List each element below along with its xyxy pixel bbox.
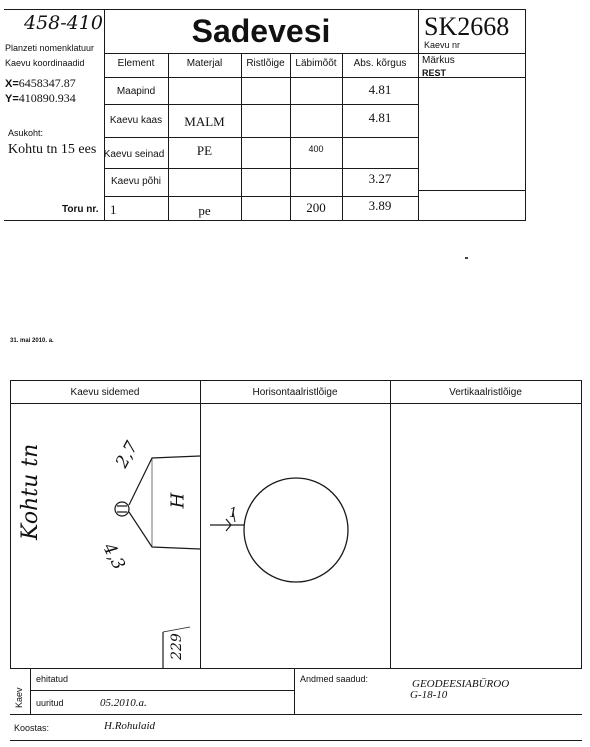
built-label: ehitatud — [36, 674, 69, 684]
row-elevation: 4.81 — [368, 110, 392, 125]
address-label: Asukoht: — [8, 128, 44, 138]
row-diameter: 400 — [308, 144, 324, 154]
section-label: Kaev — [14, 687, 24, 708]
column-header-connections: Kaevu sidemed — [70, 387, 140, 398]
well-id: SK2668 — [424, 12, 510, 41]
row-elevation: 3.27 — [368, 171, 392, 186]
house-number: 229 — [169, 633, 185, 660]
col-cross-section-header: Ristlõige — [246, 58, 285, 69]
row-element: Kaevu kaas — [109, 115, 163, 126]
data-from-label: Andmed saadud: — [300, 674, 369, 684]
row-material: PE — [196, 143, 213, 158]
pipe-number: 1 — [110, 202, 117, 217]
surveyed-label: uuritud — [36, 698, 64, 708]
row-material: MALM — [184, 114, 225, 129]
col-diameter-header: Läbimõõt — [295, 58, 337, 69]
row-element: Maapind — [116, 86, 156, 97]
compiled-value: H.Rohulaid — [104, 720, 156, 732]
col-elevation-header: Abs. kõrgus — [353, 58, 407, 69]
street-name: Kohtu tn — [18, 443, 43, 540]
pipe-elevation: 3.89 — [368, 198, 392, 213]
compiled-label: Koostas: — [14, 723, 50, 733]
col-element-header: Element — [117, 58, 155, 69]
sheet-number: 458-410 — [24, 12, 103, 34]
address-value: Kohtu tn 15 ees — [8, 142, 97, 157]
row-elevation: 4.81 — [368, 82, 392, 97]
pipe-label: Toru nr. — [62, 204, 99, 215]
row-element: Kaevu põhi — [110, 176, 162, 187]
page-title: Sadevesi — [191, 13, 331, 49]
document-date: 31. mai 2010. a. — [10, 338, 54, 344]
remarks-label: Märkus — [422, 55, 455, 66]
pipe-diameter: 200 — [306, 200, 326, 215]
data-from-value: GEODEESIABÜROO — [412, 678, 510, 690]
distance-bottom: 4,3 — [98, 540, 129, 574]
well-id-label: Kaevu nr — [424, 40, 461, 50]
pipe-number-sketch: 1 — [229, 506, 238, 521]
remarks-value: REST — [422, 68, 447, 78]
house-label: H — [167, 492, 189, 509]
row-element: Kaevu seinad — [103, 149, 165, 160]
column-header-horizontal: Horisontaalristlõige — [252, 387, 338, 398]
coordinate-y: Y=410890.934 — [5, 91, 76, 105]
column-header-vertical: Vertikaalristlõige — [449, 387, 522, 398]
data-from-code: G-18-10 — [410, 689, 448, 701]
distance-top: 2,7 — [112, 438, 143, 472]
surveyed-value: 05.2010.a. — [100, 697, 147, 709]
col-material-header: Materjal — [186, 58, 223, 69]
coordinate-x: X=6458347.87 — [5, 76, 76, 90]
coordinates-label: Kaevu koordinaadid — [5, 58, 85, 68]
sheet-number-label: Planzeti nomenklatuur — [5, 43, 95, 53]
pipe-material: pe — [198, 203, 211, 218]
